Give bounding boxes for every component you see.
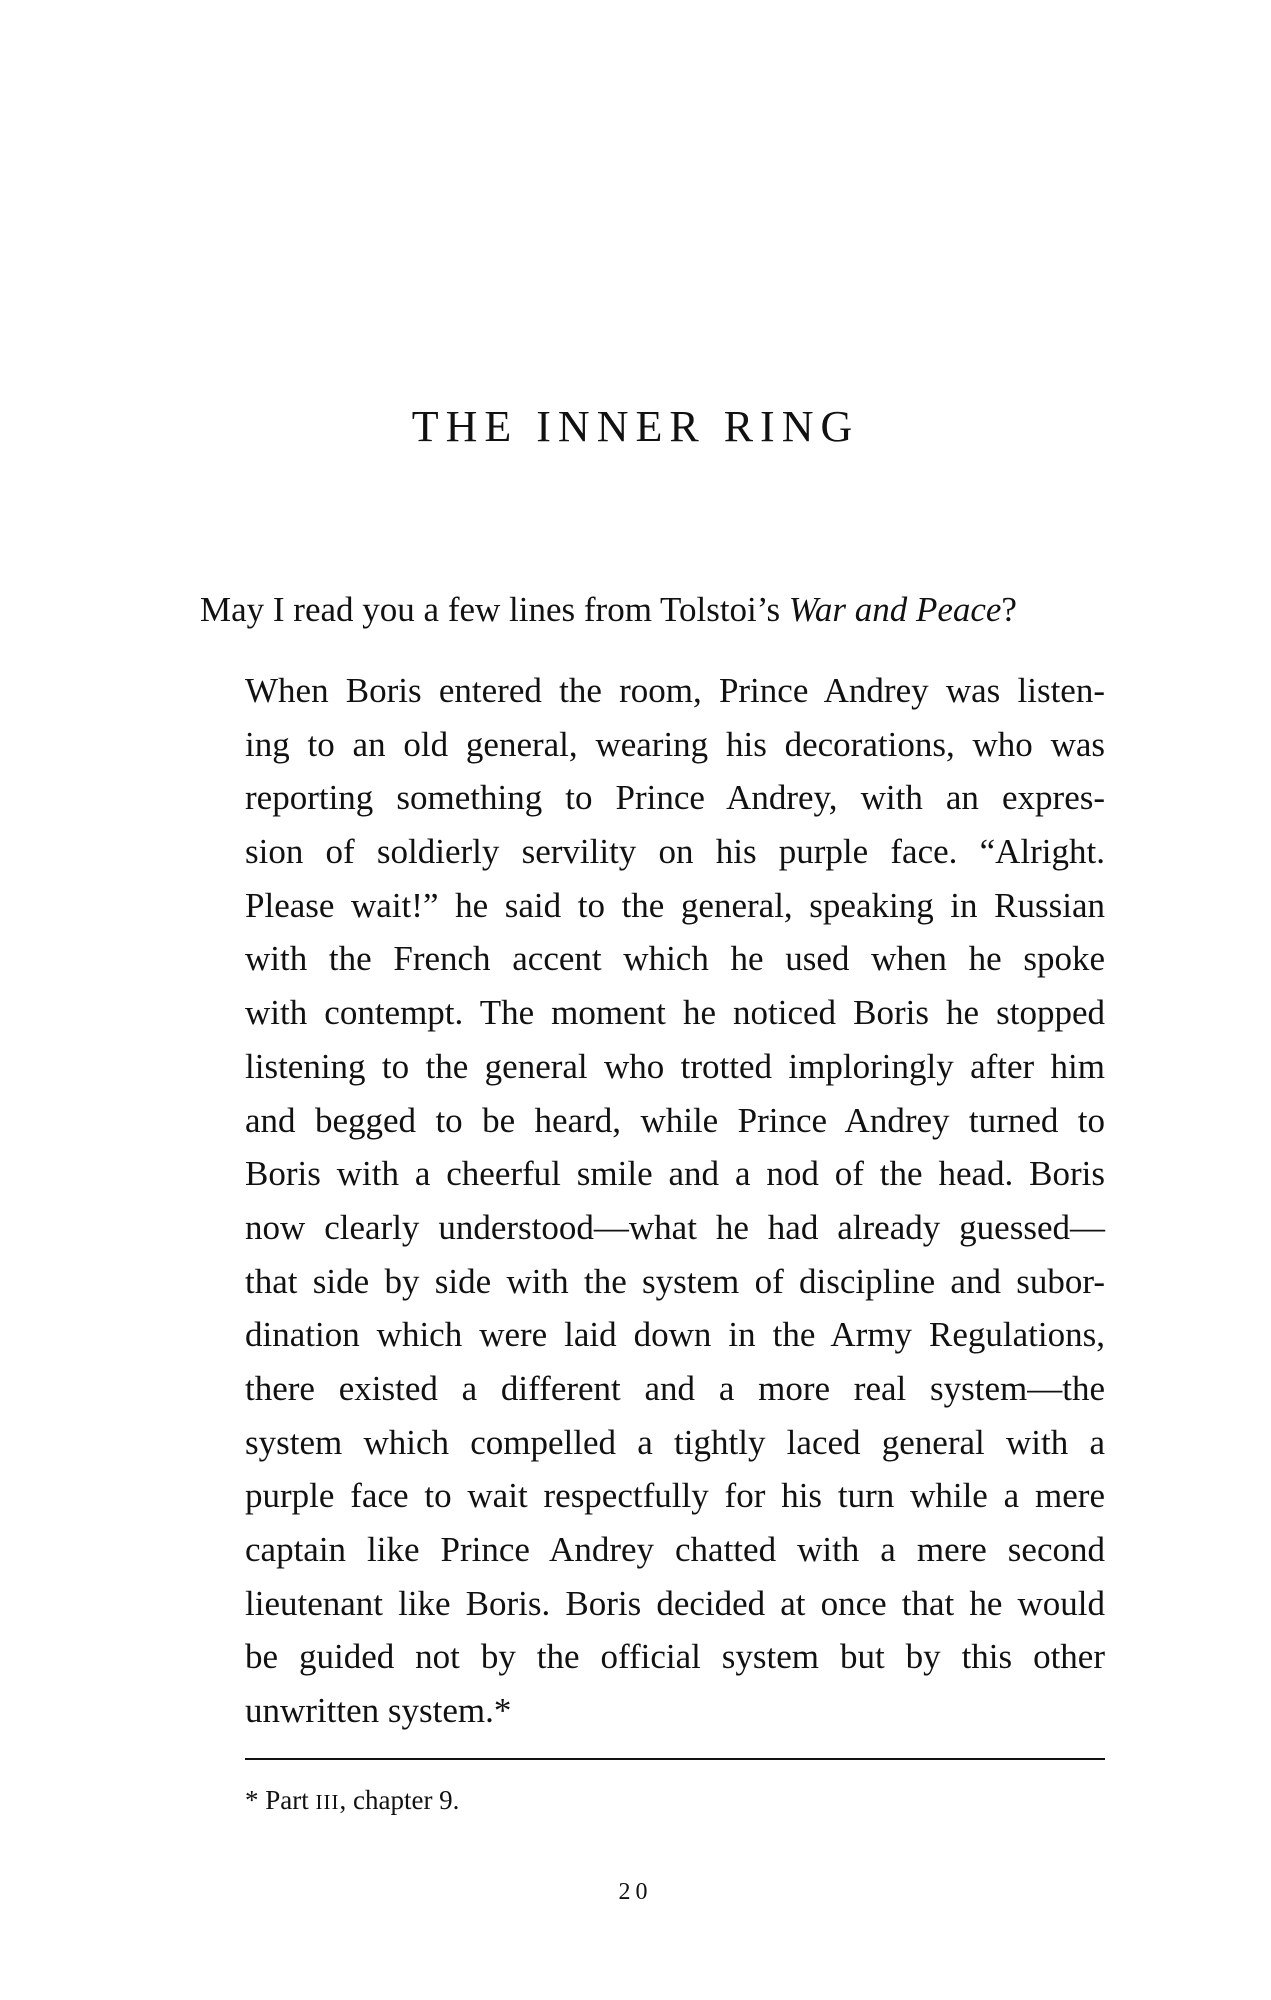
quote-line: now clearly understood—what he had already guessed— bbox=[245, 1207, 1105, 1247]
quote-line: with contempt. The moment he noticed Boris he stopped bbox=[245, 993, 1105, 1033]
quote-line: and begged to be heard, while Prince Andrey turned to bbox=[245, 1100, 1105, 1140]
quote-line: listening to the general who trotted imploringly after him bbox=[245, 1046, 1105, 1086]
quote-line: ing to an old general, wearing his decorations, who was bbox=[245, 724, 1105, 764]
intro-punctuation: ? bbox=[1001, 590, 1017, 629]
intro-paragraph bbox=[200, 583, 1080, 637]
footnote-chapter: , chapter 9. bbox=[339, 1785, 460, 1815]
quote-line: lieutenant like Boris. Boris decided at once that he would bbox=[245, 1583, 1105, 1623]
quote-line: reporting something to Prince Andrey, with an expres- bbox=[245, 778, 1105, 818]
quote-line: Please wait!” he said to the general, speaking in Russian bbox=[245, 885, 1105, 925]
quote-line: system which compelled a tightly laced general with a bbox=[245, 1422, 1105, 1462]
quote-line: sion of soldierly servility on his purple face. “Alright. bbox=[245, 832, 1105, 872]
quote-line: there existed a different and a more real system—the bbox=[245, 1368, 1105, 1408]
quote-line: be guided not by the official system but by this other bbox=[245, 1637, 1105, 1677]
footnote-marker: * bbox=[245, 1785, 266, 1815]
quote-line: captain like Prince Andrey chatted with a mere second bbox=[245, 1530, 1105, 1569]
page-number: 20 bbox=[618, 1879, 653, 1905]
footnote-divider bbox=[245, 1758, 1105, 1760]
quote-line: with the French accent which he used when he spoke bbox=[245, 939, 1105, 979]
quoted-passage bbox=[245, 664, 1105, 1738]
quote-line: Boris with a cheerful smile and a nod of the head. Boris bbox=[245, 1154, 1105, 1194]
footnote bbox=[245, 1780, 459, 1822]
quote-line: dination which were laid down in the Army Regulations, bbox=[245, 1315, 1105, 1355]
chapter-title: THE INNER RING bbox=[411, 402, 860, 451]
quote-line: that side by side with the system of discipline and subor- bbox=[245, 1261, 1105, 1301]
book-title: War and Peace bbox=[788, 590, 1002, 629]
quote-line-last: unwritten system.* bbox=[245, 1691, 512, 1731]
footnote-part-number: III bbox=[315, 1790, 340, 1814]
quote-line: When Boris entered the room, Prince Andrey was listen- bbox=[245, 671, 1105, 710]
footnote-part-label: Part bbox=[265, 1785, 316, 1815]
quote-line: purple face to wait respectfully for his turn while a mere bbox=[245, 1476, 1105, 1516]
intro-text: May I read you a few lines from Tolstoi’s bbox=[200, 590, 789, 629]
